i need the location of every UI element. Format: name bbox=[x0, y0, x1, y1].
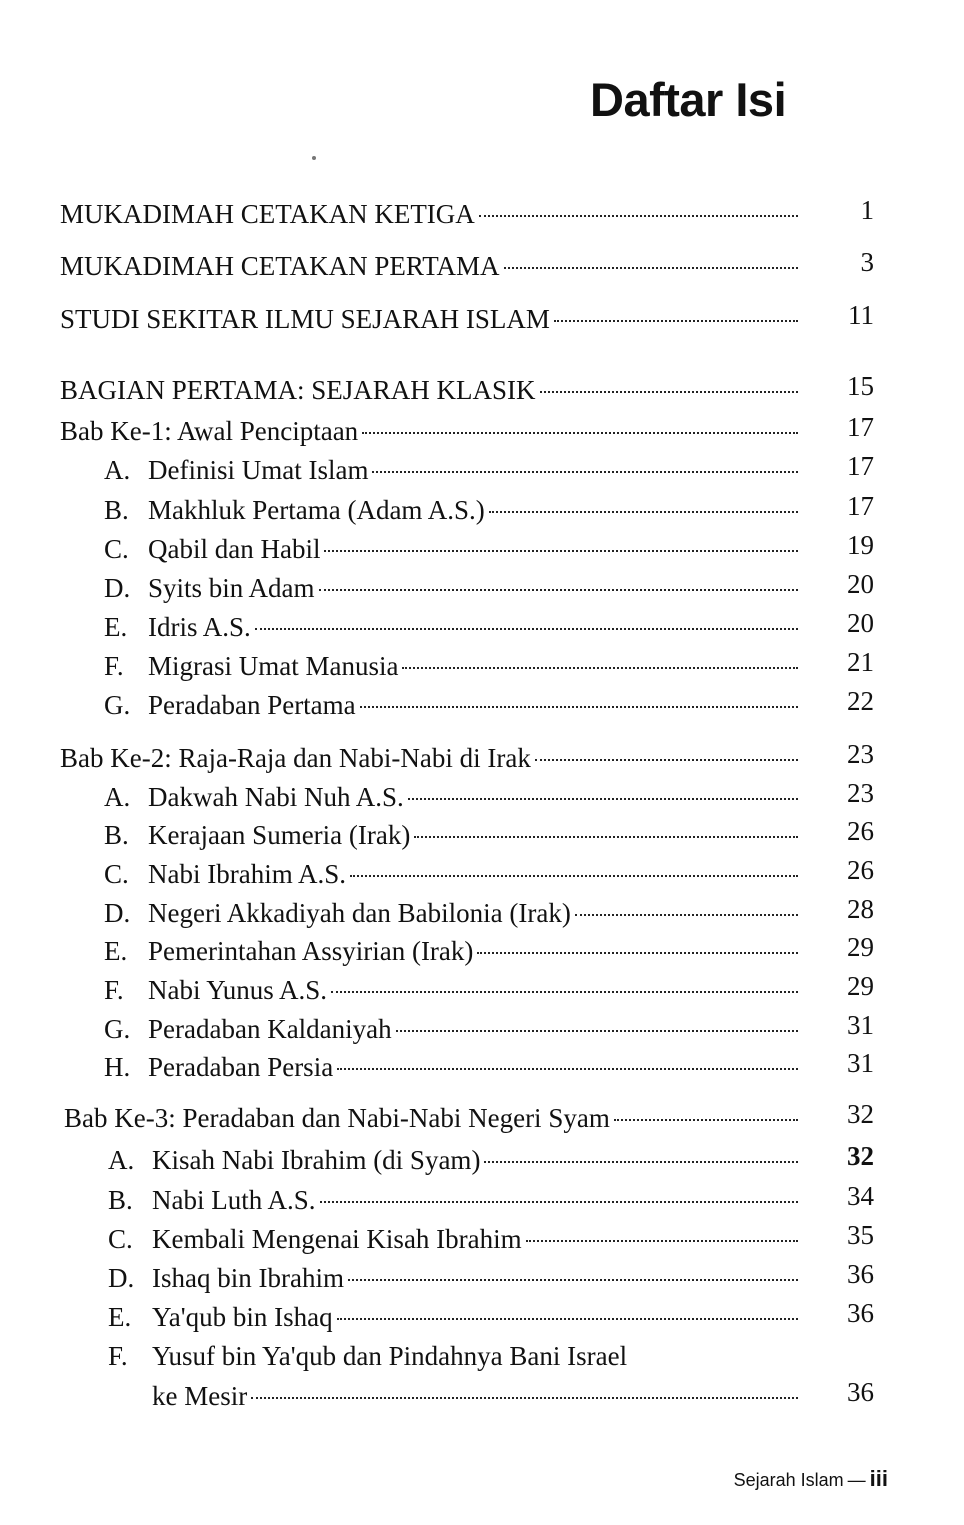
toc-subentry[interactable]: E. Ya'qub bin Ishaq 36 bbox=[108, 1297, 882, 1337]
toc-subentry[interactable]: B. Makhluk Pertama (Adam A.S.) 17 bbox=[104, 490, 882, 530]
scan-speck bbox=[312, 156, 316, 160]
dot-leader bbox=[477, 952, 798, 954]
dot-leader bbox=[324, 550, 798, 552]
footer-book-title: Sejarah Islam bbox=[733, 1470, 844, 1490]
page-number: 36 bbox=[847, 1377, 874, 1407]
dot-leader bbox=[479, 215, 798, 217]
dot-leader bbox=[337, 1318, 798, 1320]
toc-subentry[interactable]: B. Nabi Luth A.S. 34 bbox=[108, 1180, 882, 1220]
page-number: 36 bbox=[847, 1259, 874, 1289]
page-number: 36 bbox=[847, 1298, 874, 1328]
toc-subentry[interactable]: C. Nabi Ibrahim A.S. 26 bbox=[104, 854, 882, 894]
toc-subentry[interactable]: A. Dakwah Nabi Nuh A.S. 23 bbox=[104, 777, 882, 817]
page-number: 26 bbox=[847, 816, 874, 846]
toc-subentry[interactable]: A. Kisah Nabi Ibrahim (di Syam) 32 bbox=[108, 1140, 882, 1180]
dot-leader bbox=[360, 706, 798, 708]
page-number: 20 bbox=[847, 569, 874, 599]
toc-entry-mukadimah-ketiga[interactable]: MUKADIMAH CETAKAN KETIGA 1 bbox=[60, 194, 882, 234]
toc-subentry[interactable]: C. Kembali Mengenai Kisah Ibrahim 35 bbox=[108, 1219, 882, 1259]
page-number: 20 bbox=[847, 608, 874, 638]
dot-leader bbox=[408, 798, 798, 800]
dot-leader bbox=[251, 1397, 798, 1399]
toc-subentry[interactable]: D. Negeri Akkadiyah dan Babilonia (Irak) 28 bbox=[104, 893, 882, 933]
page-number: 21 bbox=[847, 647, 874, 677]
footer-page-number: iii bbox=[869, 1466, 888, 1491]
page-number: 34 bbox=[847, 1181, 874, 1211]
toc-entry-studi-sekitar[interactable]: STUDI SEKITAR ILMU SEJARAH ISLAM 11 bbox=[60, 299, 882, 339]
toc-subentry[interactable]: F. Yusuf bin Ya'qub dan Pindahnya Bani Israel ke Mesir 36 bbox=[108, 1341, 874, 1411]
dot-leader bbox=[484, 1161, 798, 1163]
page-number: 17 bbox=[847, 412, 874, 442]
dot-leader bbox=[372, 471, 798, 473]
page-number: 31 bbox=[847, 1010, 874, 1040]
page-number: 3 bbox=[860, 247, 874, 277]
page-number: 1 bbox=[860, 195, 874, 225]
dot-leader bbox=[526, 1240, 798, 1242]
page-number: 19 bbox=[847, 530, 874, 560]
dot-leader bbox=[320, 1201, 798, 1203]
page-number: 32 bbox=[847, 1099, 874, 1129]
toc-subentry[interactable]: B. Kerajaan Sumeria (Irak) 26 bbox=[104, 815, 882, 855]
dot-leader bbox=[535, 759, 798, 761]
dot-leader bbox=[489, 511, 798, 513]
toc-subentry[interactable]: G. Peradaban Kaldaniyah 31 bbox=[104, 1009, 882, 1049]
page-number: 11 bbox=[848, 300, 874, 330]
toc-entry-bagian-pertama[interactable]: BAGIAN PERTAMA: SEJARAH KLASIK 15 bbox=[60, 370, 882, 410]
page-number: 28 bbox=[847, 894, 874, 924]
toc-entry-bab-1[interactable]: Bab Ke-1: Awal Penciptaan 17 bbox=[60, 411, 882, 451]
page-number: 22 bbox=[847, 686, 874, 716]
dot-leader bbox=[614, 1119, 798, 1121]
toc-entry-bab-2[interactable]: Bab Ke-2: Raja-Raja dan Nabi-Nabi di Irak 23 bbox=[60, 738, 882, 778]
dot-leader bbox=[319, 589, 798, 591]
page-footer bbox=[734, 1466, 888, 1492]
page-number: 29 bbox=[847, 971, 874, 1001]
page-number: 23 bbox=[847, 778, 874, 808]
page-number: 35 bbox=[847, 1220, 874, 1250]
toc-subentry[interactable]: D. Syits bin Adam 20 bbox=[104, 568, 882, 608]
toc-entry-bab-3[interactable]: Bab Ke-3: Peradaban dan Nabi-Nabi Negeri Syam 32 bbox=[64, 1098, 882, 1138]
page-number: 23 bbox=[847, 739, 874, 769]
dot-leader bbox=[575, 914, 798, 916]
dot-leader bbox=[348, 1279, 798, 1281]
page-number: 32 bbox=[847, 1141, 874, 1171]
page-number: 26 bbox=[847, 855, 874, 885]
dot-leader bbox=[362, 432, 798, 434]
dot-leader bbox=[540, 391, 799, 393]
page-number: 29 bbox=[847, 932, 874, 962]
dot-leader bbox=[255, 628, 798, 630]
toc-entry-mukadimah-pertama[interactable]: MUKADIMAH CETAKAN PERTAMA 3 bbox=[60, 246, 882, 286]
toc-subentry[interactable]: F. Migrasi Umat Manusia 21 bbox=[104, 646, 882, 686]
dot-leader bbox=[504, 267, 798, 269]
toc-subentry[interactable]: G. Peradaban Pertama 22 bbox=[104, 685, 882, 725]
dot-leader bbox=[331, 991, 798, 993]
dot-leader bbox=[350, 875, 798, 877]
page-number: 17 bbox=[847, 491, 874, 521]
dot-leader bbox=[337, 1068, 798, 1070]
dot-leader bbox=[396, 1030, 798, 1032]
dot-leader bbox=[414, 836, 798, 838]
toc-subentry[interactable]: D. Ishaq bin Ibrahim 36 bbox=[108, 1258, 882, 1298]
toc-subentry[interactable]: F. Nabi Yunus A.S. 29 bbox=[104, 970, 882, 1010]
toc-subentry[interactable]: H. Peradaban Persia 31 bbox=[104, 1047, 882, 1087]
toc-subentry[interactable]: A. Definisi Umat Islam 17 bbox=[104, 450, 882, 490]
page-number: 31 bbox=[847, 1048, 874, 1078]
footer-separator: — bbox=[847, 1470, 866, 1490]
page-number: 15 bbox=[847, 371, 874, 401]
page-title: Daftar Isi bbox=[590, 73, 787, 126]
toc-subentry[interactable]: E. Pemerintahan Assyirian (Irak) 29 bbox=[104, 931, 882, 971]
dot-leader bbox=[554, 320, 798, 322]
toc-subentry[interactable]: C. Qabil dan Habil 19 bbox=[104, 529, 882, 569]
dot-leader bbox=[402, 667, 798, 669]
page-number: 17 bbox=[847, 451, 874, 481]
toc-subentry[interactable]: E. Idris A.S. 20 bbox=[104, 607, 882, 647]
